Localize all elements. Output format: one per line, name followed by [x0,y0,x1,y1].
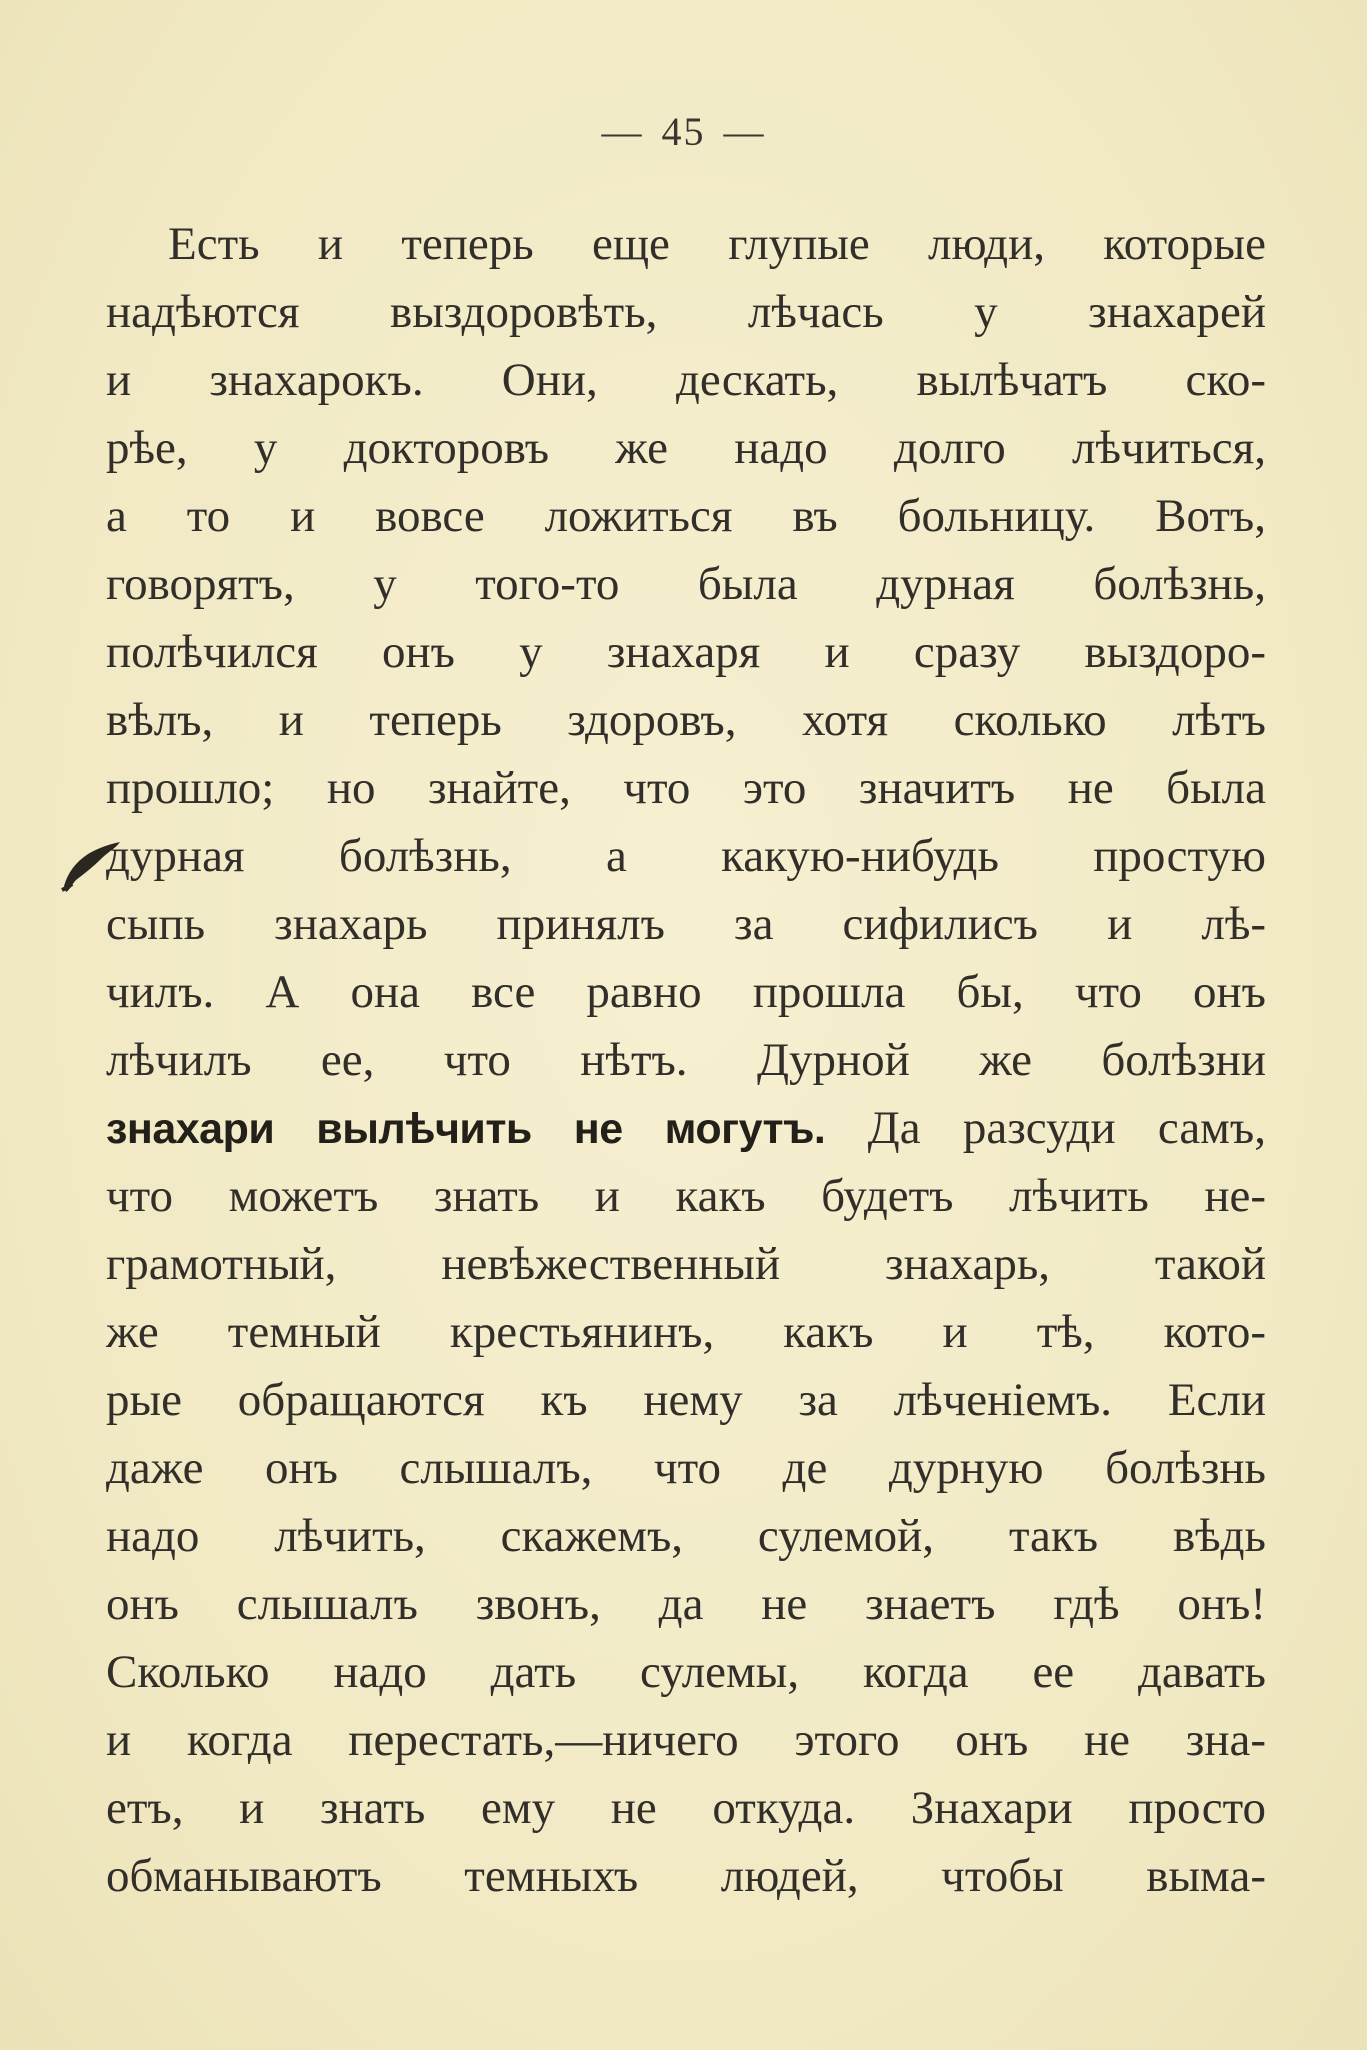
page-number-dash-left: — [601,109,644,154]
text-line-24: етъ, и знать ему не откуда. Знахари просто [106,1782,1266,1834]
text-line-9: прошло; но знайте, что это значитъ не была [106,762,1266,814]
text-line-18: рые обращаются къ нему за лѣченіемъ. Если [106,1374,1266,1426]
text-line-12: чилъ. А она все равно прошла бы, что онъ [106,966,1266,1018]
text-line-15: что можетъ знать и какъ будетъ лѣчить не- [106,1170,1266,1222]
text-line-10: дурная болѣзнь, а какую-нибудь простую [106,830,1266,882]
text-line-11: сыпь знахарь принялъ за сифилисъ и лѣ- [106,898,1266,950]
text-line-6: говорятъ, у того-то была дурная болѣзнь, [106,558,1266,610]
page-number-dash-right: — [723,109,766,154]
text-line-25: обманываютъ темныхъ людей, чтобы выма- [106,1850,1266,1902]
text-line-21: онъ слышалъ звонъ, да не знаетъ гдѣ онъ! [106,1578,1266,1630]
page-number-header [0,108,1367,155]
text-line-4: рѣе, у докторовъ же надо долго лѣчиться, [106,422,1266,474]
text-line-22: Сколько надо дать сулемы, когда ее давать [106,1646,1266,1698]
body-text [106,210,1266,1910]
text-line-17: же темный крестьянинъ, какъ и тѣ, кото- [106,1306,1266,1358]
text-line-19: даже онъ слышалъ, что де дурную болѣзнь [106,1442,1266,1494]
text-line-8: вѣлъ, и теперь здоровъ, хотя сколько лѣтъ [106,694,1266,746]
bold-emphasis: знахари вылѣчить не могутъ. [106,1105,826,1153]
text-line-2: надѣются выздоровѣть, лѣчась у знахарей [106,286,1266,338]
text-line-13: лѣчилъ ее, что нѣтъ. Дурной же болѣзни [106,1034,1266,1086]
text-line-3: и знахарокъ. Они, дескать, вылѣчатъ ско- [106,354,1266,406]
text-line-14-rest: Да разсуди самъ, [825,1102,1266,1154]
text-line-16: грамотный, невѣжественный знахарь, такой [106,1238,1266,1290]
text-line-7: полѣчился онъ у знахаря и сразу выздоро- [106,626,1266,678]
text-line-23: и когда перестать,—ничего этого онъ не зна- [106,1714,1266,1766]
text-line-5: а то и вовсе ложиться въ больницу. Вотъ, [106,490,1266,542]
text-line-14-mixed [106,1094,1266,1162]
text-line-1: Есть и теперь еще глупые люди, которые [168,218,1266,270]
text-line-20: надо лѣчить, скажемъ, сулемой, такъ вѣдь [106,1510,1266,1562]
page-number: 45 [661,109,706,154]
